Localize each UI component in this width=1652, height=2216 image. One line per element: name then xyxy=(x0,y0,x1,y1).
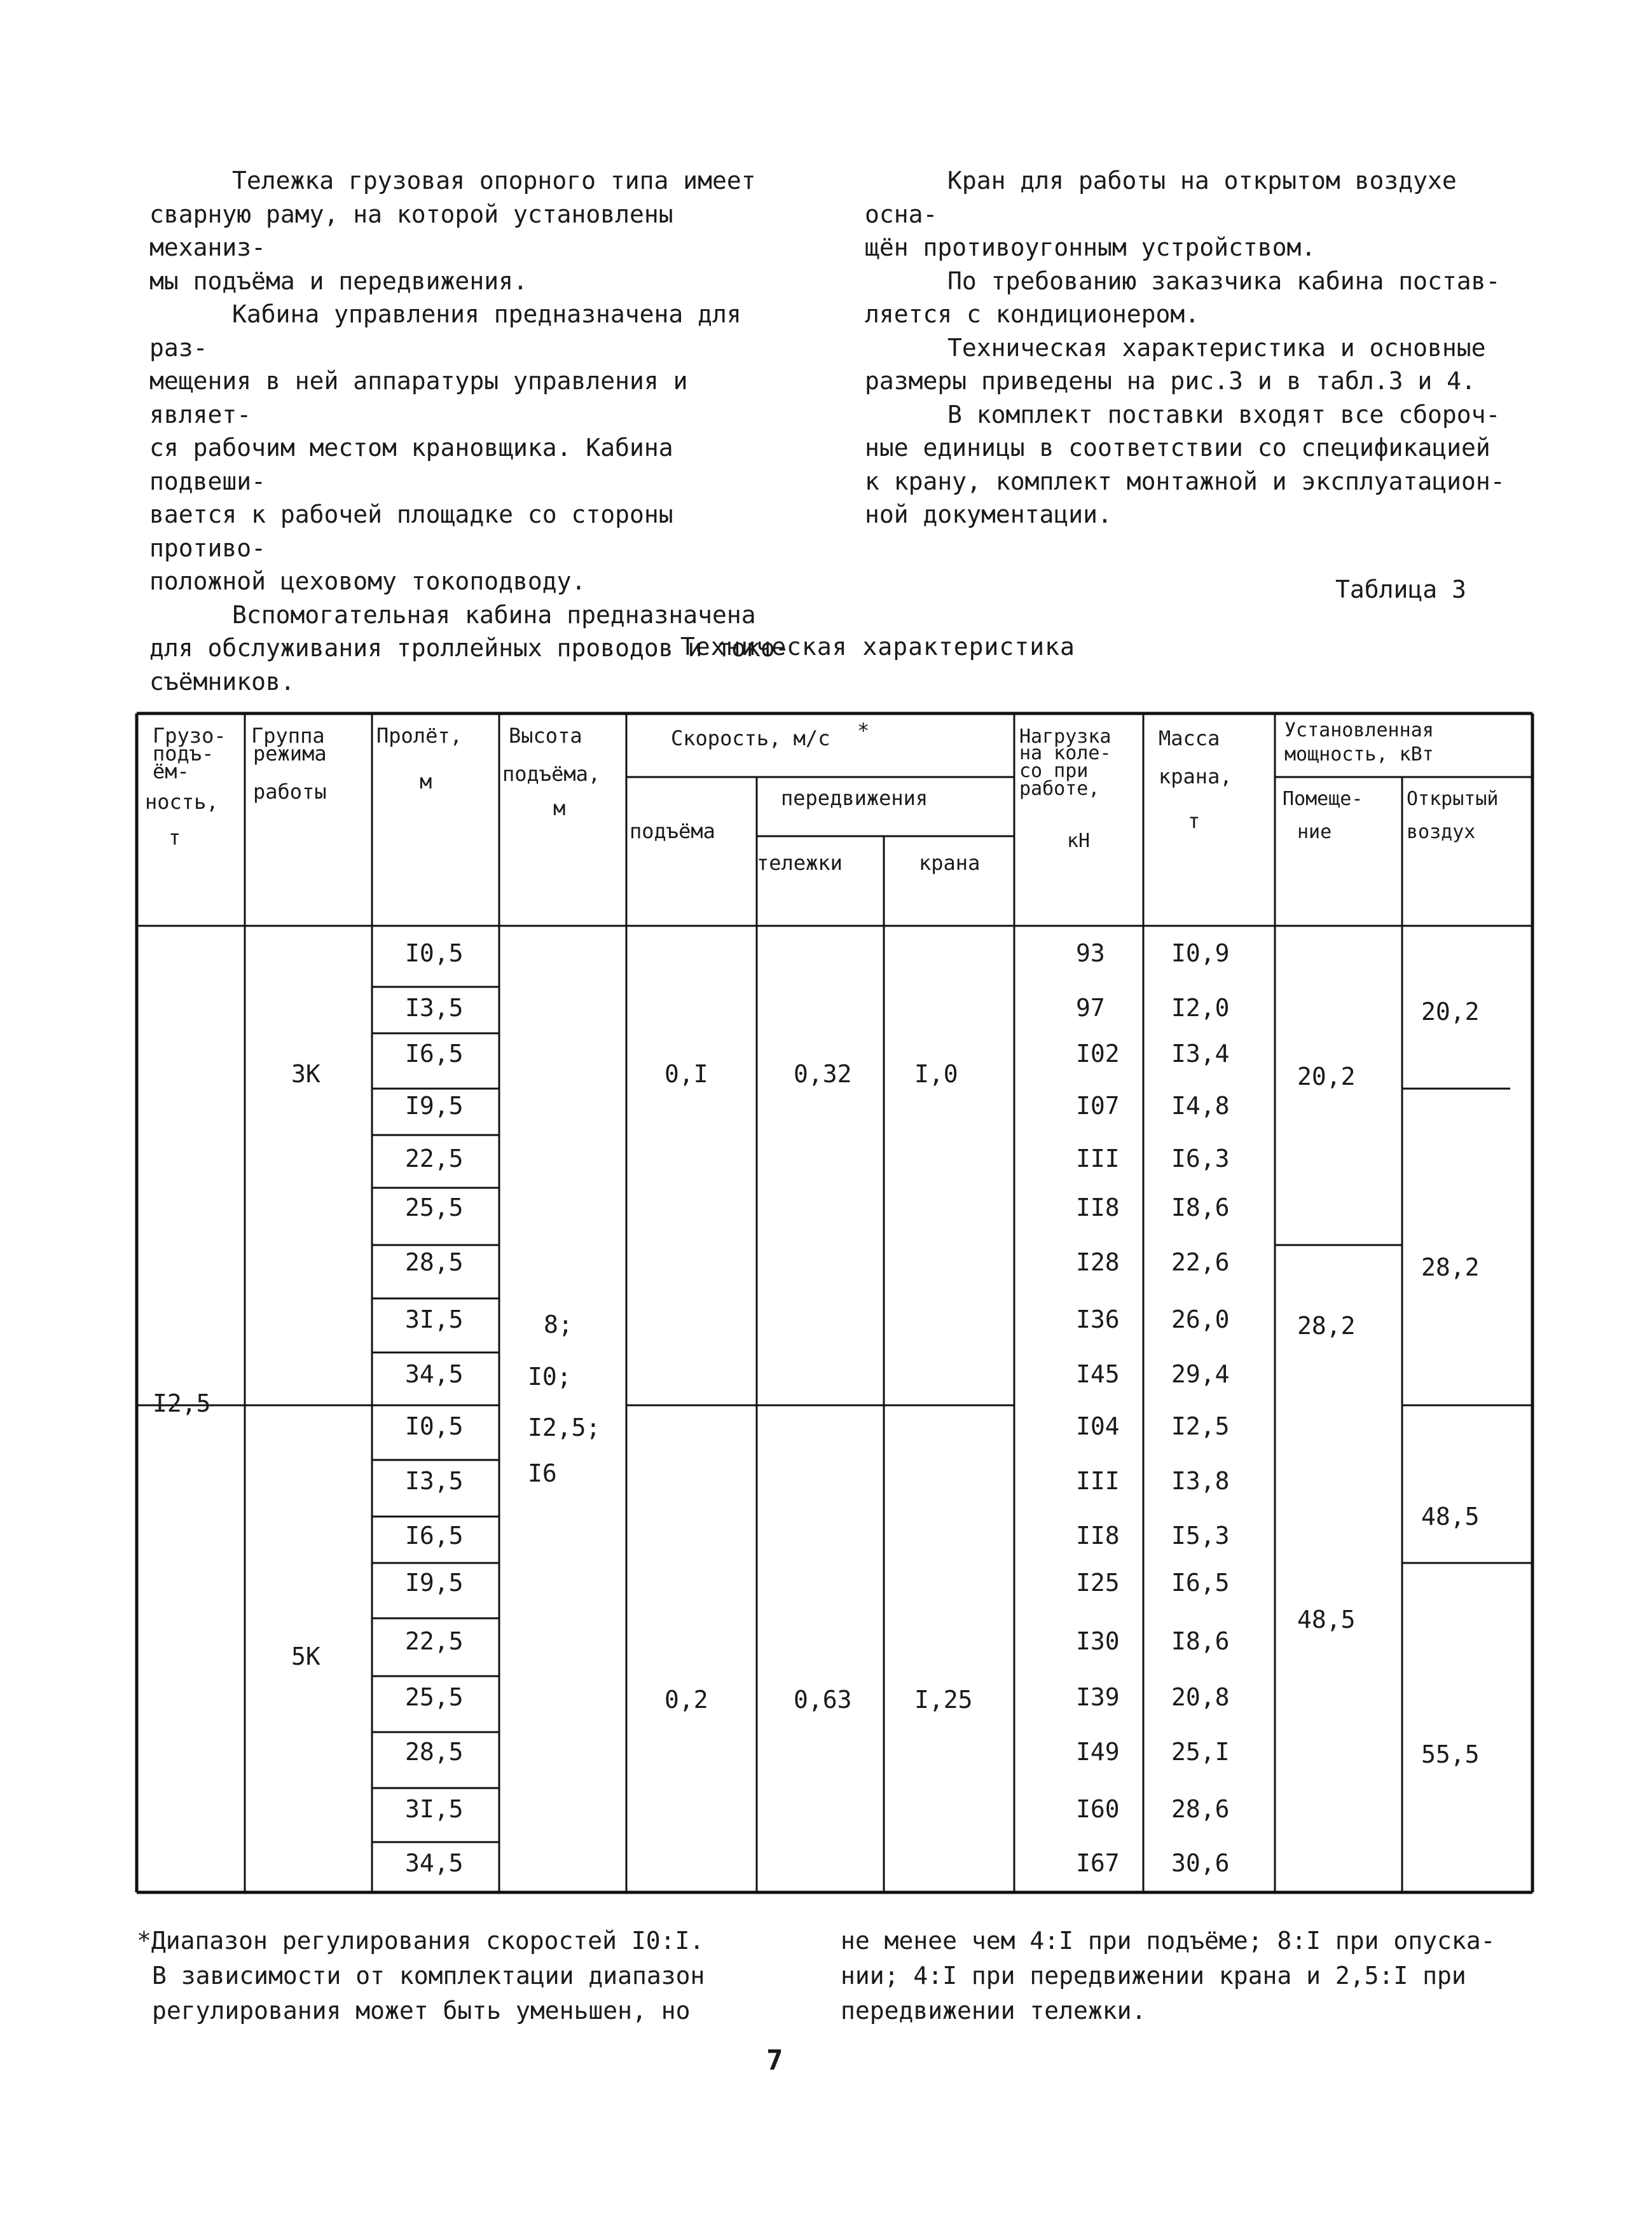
span-value: 34,5 xyxy=(405,1849,464,1877)
crane-mass-value: I8,6 xyxy=(1171,1194,1230,1222)
span-value: I6,5 xyxy=(405,1522,464,1550)
wheel-load-value: III xyxy=(1076,1467,1120,1495)
wheel-load-value: I30 xyxy=(1076,1627,1120,1655)
footnote-line: нии; 4:I при передвижении крана и 2,5:I при xyxy=(841,1962,1466,1990)
header-text: Группа xyxy=(251,724,325,748)
footnote-line: *Диапазон регулирования скоростей I0:I. xyxy=(137,1927,705,1955)
header-text: Пролёт, xyxy=(376,724,462,748)
lift-height-value: I6 xyxy=(528,1459,557,1487)
header-text: т xyxy=(169,825,181,850)
paragraph: Техническая характеристика и основные размеры приведены на рис.3 и в табл.3 и 4. xyxy=(865,333,1486,395)
lift-height-value: I2,5; xyxy=(528,1414,601,1442)
span-value: 25,5 xyxy=(405,1194,464,1222)
header-travel: передвижения xyxy=(781,786,928,810)
header-text: крана, xyxy=(1159,764,1232,788)
header-text: Открытый xyxy=(1407,788,1499,810)
span-value: 28,5 xyxy=(405,1738,464,1766)
crane-mass-value: I2,5 xyxy=(1171,1412,1230,1440)
outdoor-power-value: 20,2 xyxy=(1421,998,1480,1026)
header-hoist: подъёма xyxy=(630,819,715,843)
crane-mass-value: 25,I xyxy=(1171,1738,1230,1766)
table-label: Таблица 3 xyxy=(1335,575,1466,603)
crane-mass-value: 26,0 xyxy=(1171,1305,1230,1333)
indoor-power-value: 48,5 xyxy=(1297,1606,1356,1634)
header-text: Масса xyxy=(1159,726,1220,750)
header-text: на коле- xyxy=(1019,742,1112,764)
outdoor-power-value: 28,2 xyxy=(1421,1253,1480,1281)
footnote-line: не менее чем 4:I при подъёме; 8:I при опуска- xyxy=(841,1927,1496,1955)
crane-speed-value: I,25 xyxy=(914,1686,973,1714)
crane-mass-value: 29,4 xyxy=(1171,1360,1230,1388)
paragraph: Тележка грузовая опорного типа имеет сварную раму, на которой установлены механиз- мы подъёма и передвижения. xyxy=(149,167,756,295)
lift-heights xyxy=(528,1311,600,1487)
span-value: I3,5 xyxy=(405,994,464,1022)
header-lift-height xyxy=(502,724,600,820)
crane-mass-value: 30,6 xyxy=(1171,1849,1230,1877)
hoist-speed-value: 0,I xyxy=(664,1060,708,1088)
paragraph: Вспомогательная кабина предназначена для обслуживания троллейных проводов и токо- съёмников. xyxy=(149,600,790,696)
header-text: подъёма, xyxy=(502,762,601,786)
paragraph: Кабина управления предназначена для раз- мещения в ней аппаратуры управления и являет- ся рабочим местом крановщика. Кабина подвеши- вается к рабочей площадке со стороны противо- положной цеховому токоподводу. xyxy=(149,300,741,595)
span-value: 28,5 xyxy=(405,1248,464,1276)
wheel-load-value: I39 xyxy=(1076,1683,1120,1711)
header-text: режима xyxy=(253,741,327,766)
outdoor-power-value: 55,5 xyxy=(1421,1740,1480,1768)
span-value: 22,5 xyxy=(405,1627,464,1655)
span-value: I9,5 xyxy=(405,1569,464,1597)
crane-mass-value: 20,8 xyxy=(1171,1683,1230,1711)
header-text: м xyxy=(553,796,566,820)
trolley-speed-value: 0,32 xyxy=(794,1060,852,1088)
header-crane: крана xyxy=(919,851,981,875)
crane-mass-value: I6,5 xyxy=(1171,1569,1230,1597)
header-text: Установленная xyxy=(1284,719,1434,741)
crane-mass-value: I3,4 xyxy=(1171,1040,1230,1068)
header-text: подъ- xyxy=(153,741,214,766)
table-title: Техническая характеристика xyxy=(680,633,1075,661)
header-wheel-load xyxy=(1019,726,1112,852)
header-text: ние xyxy=(1297,821,1332,843)
wheel-load-value: I02 xyxy=(1076,1040,1120,1068)
wheel-load-value: I07 xyxy=(1076,1092,1120,1120)
wheel-load-value: III xyxy=(1076,1145,1120,1173)
crane-mass-value: 28,6 xyxy=(1171,1795,1230,1823)
footnote-right xyxy=(841,1924,1540,2028)
header-speed: Скорость, м/с xyxy=(671,726,830,750)
wheel-load-value: I60 xyxy=(1076,1795,1120,1823)
paragraph: По требованию заказчика кабина постав- ляется с кондиционером. xyxy=(865,266,1501,328)
page-number: 7 xyxy=(766,2044,783,2077)
crane-mass-value: 22,6 xyxy=(1171,1248,1230,1276)
crane-mass-value: I5,3 xyxy=(1171,1522,1230,1550)
wheel-load-value: I49 xyxy=(1076,1738,1120,1766)
span-value: I0,5 xyxy=(405,939,464,967)
paragraph: Кран для работы на открытом воздухе осна- щён противоугонным устройством. xyxy=(865,167,1457,261)
header-capacity xyxy=(145,724,226,850)
crane-mass-value: I2,0 xyxy=(1171,994,1230,1022)
header-text: мощность, кВт xyxy=(1284,743,1434,766)
header-span xyxy=(376,724,462,794)
trolley-speed-value: 0,63 xyxy=(794,1686,852,1714)
crane-mass-value: I4,8 xyxy=(1171,1092,1230,1120)
header-power xyxy=(1283,719,1499,843)
lift-height-value: 8; xyxy=(544,1311,573,1339)
wheel-load-value: I25 xyxy=(1076,1569,1120,1597)
header-text: со при xyxy=(1019,760,1089,782)
wheel-load-value: I04 xyxy=(1076,1412,1120,1440)
wheel-load-value: I28 xyxy=(1076,1248,1120,1276)
header-mass xyxy=(1159,726,1232,833)
header-text: Нагрузка xyxy=(1019,726,1112,748)
header-text: т xyxy=(1188,809,1201,833)
paragraph: В комплект поставки входят все сбороч- ные единицы в соответствии со спецификацией к крану, комплект монтажной и эксплуатацион- ной документации. xyxy=(865,400,1505,528)
span-value: 25,5 xyxy=(405,1683,464,1711)
header-text: Помеще- xyxy=(1283,788,1363,810)
header-duty-group xyxy=(251,724,327,804)
header-text: работе, xyxy=(1019,778,1100,800)
footnote-line: передвижении тележки. xyxy=(841,1997,1146,2025)
crane-mass-value: I6,3 xyxy=(1171,1145,1230,1173)
indoor-power-value: 28,2 xyxy=(1297,1312,1356,1340)
wheel-load-value: II8 xyxy=(1076,1194,1120,1222)
crane-mass-value: I8,6 xyxy=(1171,1627,1230,1655)
hoist-speed-value: 0,2 xyxy=(664,1686,708,1714)
wheel-load-value: I45 xyxy=(1076,1360,1120,1388)
footnote-line: В зависимости от комплектации диапазон xyxy=(152,1962,705,1990)
span-value: 3I,5 xyxy=(405,1795,464,1823)
header-text: ность, xyxy=(145,790,219,814)
header-text: Высота xyxy=(509,724,582,748)
indoor-power-value: 20,2 xyxy=(1297,1063,1356,1091)
crane-mass-value: I0,9 xyxy=(1171,939,1230,967)
crane-mass-value: I3,8 xyxy=(1171,1467,1230,1495)
duty-group-value: 5К xyxy=(291,1642,320,1670)
span-value: I0,5 xyxy=(405,1412,464,1440)
header-text: воздух xyxy=(1407,821,1476,843)
duty-group-value: 3К xyxy=(291,1060,320,1088)
span-value: 22,5 xyxy=(405,1145,464,1173)
footnote-mark: * xyxy=(857,719,870,743)
header-text: работы xyxy=(253,780,327,804)
span-value: I3,5 xyxy=(405,1467,464,1495)
wheel-load-value: II8 xyxy=(1076,1522,1120,1550)
header-text: Грузо- xyxy=(153,724,226,748)
wheel-load-value: I67 xyxy=(1076,1849,1120,1877)
crane-speed-value: I,0 xyxy=(914,1060,958,1088)
span-value: I6,5 xyxy=(405,1040,464,1068)
footnote-line: регулирования может быть уменьшен, но xyxy=(152,1997,691,2025)
span-value: 3I,5 xyxy=(405,1305,464,1333)
wheel-load-value: 97 xyxy=(1076,994,1105,1022)
wheel-load-value: I36 xyxy=(1076,1305,1120,1333)
capacity-value: I2,5 xyxy=(153,1389,211,1417)
footnote-left xyxy=(137,1924,804,2028)
outdoor-power-value: 48,5 xyxy=(1421,1503,1480,1531)
header-trolley: тележки xyxy=(757,851,843,875)
header-text: кН xyxy=(1067,830,1091,852)
span-value: I9,5 xyxy=(405,1092,464,1120)
span-value: 34,5 xyxy=(405,1360,464,1388)
header-text: м xyxy=(420,769,432,794)
lift-height-value: I0; xyxy=(528,1363,572,1391)
header-text: ём- xyxy=(153,759,189,783)
wheel-load-value: 93 xyxy=(1076,939,1105,967)
